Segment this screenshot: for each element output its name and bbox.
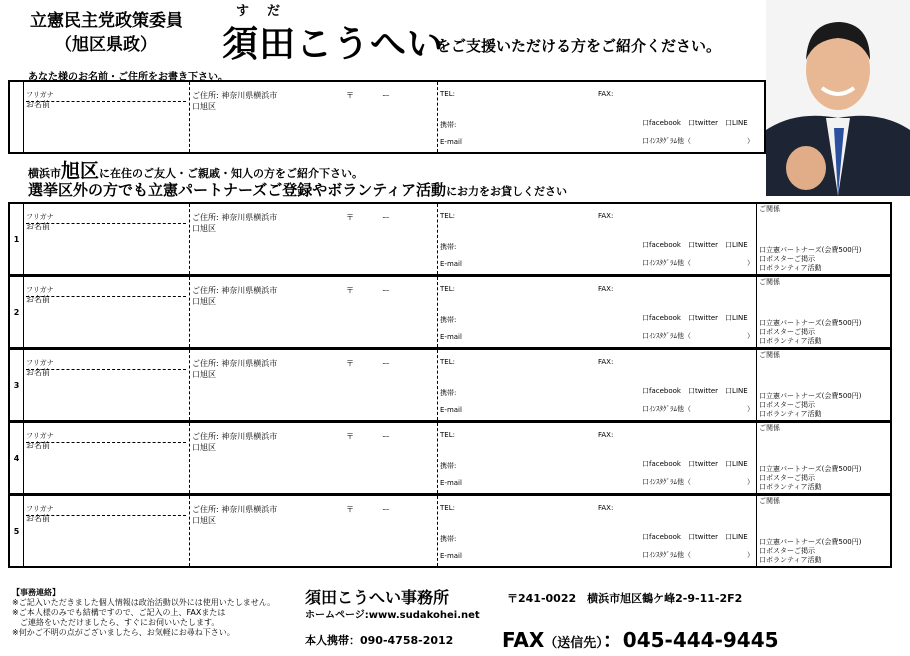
partners-checkbox[interactable]: 口立憲パートナーズ(会費500円) — [759, 465, 862, 473]
email-label: E-mail — [440, 479, 462, 487]
sns-checkboxes[interactable]: 口facebook 口twitter 口LINE — [642, 387, 748, 395]
sns-checkboxes[interactable]: 口facebook 口twitter 口LINE — [642, 241, 748, 249]
relation-field[interactable] — [756, 496, 890, 566]
partners-checkbox[interactable]: 口立憲パートナーズ(会費500円) — [759, 246, 862, 254]
partners-checkbox[interactable]: 口立憲パートナーズ(会費500円) — [759, 392, 862, 400]
email-label: E-mail — [440, 138, 462, 146]
referral-row — [8, 275, 892, 349]
name-field[interactable] — [24, 496, 190, 566]
furigana-label: フリガナ — [26, 358, 186, 370]
zip-dash: ー — [382, 505, 390, 514]
name-label: お名前 — [26, 514, 50, 523]
instagram-checkbox[interactable]: 口ｲﾝｽﾀｸﾞﾗﾑ他（ ） — [642, 332, 754, 340]
header-party-role: 立憲民主党政策委員 — [30, 11, 183, 31]
poster-checkbox[interactable]: 口ポスターご掲示 — [759, 401, 815, 409]
address-field[interactable] — [190, 82, 438, 152]
zip-mark: 〒 — [346, 359, 354, 368]
tel-label: TEL: — [440, 90, 455, 98]
furigana-label: フリガナ — [26, 504, 186, 516]
address-field[interactable] — [190, 204, 438, 274]
zip-dash: ー — [382, 359, 390, 368]
name-label: お名前 — [26, 295, 50, 304]
name-label: お名前 — [26, 441, 50, 450]
relation-field[interactable] — [756, 350, 890, 420]
row-number: 5 — [10, 496, 24, 566]
zip-dash: ー — [382, 432, 390, 441]
instagram-checkbox[interactable]: 口ｲﾝｽﾀｸﾞﾗﾑ他（ ） — [642, 137, 754, 145]
furigana-label: フリガナ — [26, 212, 186, 224]
address-label: ご住所: 神奈川県横浜市 — [192, 432, 278, 441]
row-number: 4 — [10, 423, 24, 493]
relation-label: ご関係 — [759, 424, 780, 432]
instruction-outside: 選挙区外の方でも立憲パートナーズご登録やボランティア活動にお力をお貸しください — [28, 181, 568, 199]
referral-row — [8, 348, 892, 422]
address-label: ご住所: 神奈川県横浜市 — [192, 91, 278, 100]
volunteer-checkbox[interactable]: 口ボランティア活動 — [759, 556, 822, 564]
contact-field[interactable] — [438, 496, 756, 566]
ward-checkbox[interactable]: 口旭区 — [192, 224, 216, 233]
mobile-label: 携帯: — [440, 535, 457, 543]
office-address: 〒241-0022 横浜市旭区鶴ケ峰2-9-11-2F2 — [507, 592, 743, 605]
name-label: お名前 — [26, 100, 50, 109]
ward-checkbox[interactable]: 口旭区 — [192, 443, 216, 452]
relation-field[interactable] — [756, 277, 890, 347]
fax-label: FAX: — [598, 431, 614, 439]
candidate-name: 須田こうへい — [222, 24, 445, 65]
zip-dash: ー — [382, 91, 390, 100]
candidate-name-ruby: すだ — [236, 4, 299, 19]
relation-label: ご関係 — [759, 205, 780, 213]
name-label: お名前 — [26, 222, 50, 231]
volunteer-checkbox[interactable]: 口ボランティア活動 — [759, 483, 822, 491]
name-label: お名前 — [26, 368, 50, 377]
row-number: 1 — [10, 204, 24, 274]
mobile-label: 携帯: — [440, 389, 457, 397]
mobile-label: 携帯: — [440, 316, 457, 324]
zip-dash: ー — [382, 213, 390, 222]
address-field[interactable] — [190, 350, 438, 420]
poster-checkbox[interactable]: 口ポスターご掲示 — [759, 255, 815, 263]
mobile-label: 携帯: — [440, 243, 457, 251]
sns-checkboxes[interactable]: 口facebook 口twitter 口LINE — [642, 314, 748, 322]
name-field[interactable] — [24, 350, 190, 420]
address-field[interactable] — [190, 423, 438, 493]
mobile-label: 携帯: — [440, 121, 457, 129]
relation-field[interactable] — [756, 204, 890, 274]
relation-field[interactable] — [756, 423, 890, 493]
sns-checkboxes[interactable]: 口facebook 口twitter 口LINE — [642, 119, 748, 127]
tel-label: TEL: — [440, 358, 455, 366]
furigana-label: フリガナ — [26, 431, 186, 443]
name-field[interactable] — [24, 423, 190, 493]
volunteer-checkbox[interactable]: 口ボランティア活動 — [759, 264, 822, 272]
email-label: E-mail — [440, 333, 462, 341]
ward-checkbox[interactable]: 口旭区 — [192, 297, 216, 306]
partners-checkbox[interactable]: 口立憲パートナーズ(会費500円) — [759, 538, 862, 546]
address-label: ご住所: 神奈川県横浜市 — [192, 359, 278, 368]
tel-label: TEL: — [440, 285, 455, 293]
homepage-link[interactable]: ホームページ:www.sudakohei.net — [305, 610, 480, 621]
poster-checkbox[interactable]: 口ポスターご掲示 — [759, 474, 815, 482]
tel-label: TEL: — [440, 212, 455, 220]
fax-number: FAX（送信先）：045-444-9445 — [502, 628, 779, 652]
address-label: ご住所: 神奈川県横浜市 — [192, 213, 278, 222]
address-field[interactable] — [190, 496, 438, 566]
address-label: ご住所: 神奈川県横浜市 — [192, 505, 278, 514]
relation-options[interactable] — [759, 538, 861, 565]
ward-checkbox[interactable]: 口旭区 — [192, 370, 216, 379]
referral-row — [8, 421, 892, 495]
ward-checkbox[interactable]: 口旭区 — [192, 516, 216, 525]
relation-options[interactable] — [759, 319, 861, 346]
instruction-friends: 横浜市旭区に在住のご友人・ご親戚・知人の方をご紹介下さい。 — [28, 160, 364, 182]
referral-row — [8, 202, 892, 276]
office-notice: 【事務連絡】 ※ご記入いただきました個人情報は政治活動以外には使用いたしません。 ※ご本人様のみでも結構ですので、ご記入の上、FAXまたは ご連絡をいただけましたら、すぐにお伺いいたします。 ※何かご不明の点がございましたら、お気軽にお尋ね下さい。 — [12, 588, 276, 637]
zip-mark: 〒 — [346, 432, 354, 441]
email-label: E-mail — [440, 552, 462, 560]
fax-label: FAX: — [598, 90, 614, 98]
relation-options[interactable] — [759, 392, 861, 419]
name-field[interactable] — [24, 277, 190, 347]
zip-dash: ー — [382, 286, 390, 295]
relation-label: ご関係 — [759, 351, 780, 359]
zip-mark: 〒 — [346, 505, 354, 514]
poster-checkbox[interactable]: 口ポスターご掲示 — [759, 328, 815, 336]
name-field[interactable] — [24, 82, 190, 152]
relation-options[interactable] — [759, 465, 861, 492]
row-number: 2 — [10, 277, 24, 347]
contact-field[interactable] — [438, 277, 756, 347]
fax-label: FAX: — [598, 285, 614, 293]
header-tagline: をご支援いただける方をご紹介ください。 — [436, 37, 722, 55]
fax-label: FAX: — [598, 358, 614, 366]
relation-label: ご関係 — [759, 497, 780, 505]
zip-mark: 〒 — [346, 286, 354, 295]
fax-label: FAX: — [598, 504, 614, 512]
furigana-label: フリガナ — [26, 285, 186, 297]
contact-field[interactable] — [438, 350, 756, 420]
instagram-checkbox[interactable]: 口ｲﾝｽﾀｸﾞﾗﾑ他（ ） — [642, 551, 754, 559]
instagram-checkbox[interactable]: 口ｲﾝｽﾀｸﾞﾗﾑ他（ ） — [642, 259, 754, 267]
relation-options[interactable] — [759, 246, 861, 273]
contact-field[interactable] — [438, 82, 768, 152]
name-field[interactable] — [24, 204, 190, 274]
furigana-label: フリガナ — [26, 90, 186, 102]
relation-label: ご関係 — [759, 278, 780, 286]
referral-row — [8, 494, 892, 568]
row-number: 3 — [10, 350, 24, 420]
contact-field[interactable] — [438, 204, 756, 274]
poster-checkbox[interactable]: 口ポスターご掲示 — [759, 547, 815, 555]
fax-label: FAX: — [598, 212, 614, 220]
sns-checkboxes[interactable]: 口facebook 口twitter 口LINE — [642, 533, 748, 541]
candidate-photo — [766, 0, 910, 196]
row-number-cell — [10, 82, 24, 152]
zip-mark: 〒 — [346, 91, 354, 100]
zip-mark: 〒 — [346, 213, 354, 222]
volunteer-checkbox[interactable]: 口ボランティア活動 — [759, 410, 822, 418]
tel-label: TEL: — [440, 431, 455, 439]
office-name: 須田こうへい事務所 — [305, 588, 450, 607]
form-row-self — [8, 80, 766, 154]
contact-field[interactable] — [438, 423, 756, 493]
personal-mobile: 本人携帯：090-4758-2012 — [305, 634, 454, 647]
instruction-self: あなた様のお名前・ご住所をお書き下さい。 — [28, 72, 228, 83]
partners-checkbox[interactable]: 口立憲パートナーズ(会費500円) — [759, 319, 862, 327]
email-label: E-mail — [440, 260, 462, 268]
tel-label: TEL: — [440, 504, 455, 512]
mobile-label: 携帯: — [440, 462, 457, 470]
instagram-checkbox[interactable]: 口ｲﾝｽﾀｸﾞﾗﾑ他（ ） — [642, 405, 754, 413]
email-label: E-mail — [440, 406, 462, 414]
header-district: （旭区県政） — [55, 35, 157, 55]
instagram-checkbox[interactable]: 口ｲﾝｽﾀｸﾞﾗﾑ他（ ） — [642, 478, 754, 486]
volunteer-checkbox[interactable]: 口ボランティア活動 — [759, 337, 822, 345]
address-label: ご住所: 神奈川県横浜市 — [192, 286, 278, 295]
address-field[interactable] — [190, 277, 438, 347]
sns-checkboxes[interactable]: 口facebook 口twitter 口LINE — [642, 460, 748, 468]
ward-checkbox[interactable]: 口旭区 — [192, 102, 216, 111]
